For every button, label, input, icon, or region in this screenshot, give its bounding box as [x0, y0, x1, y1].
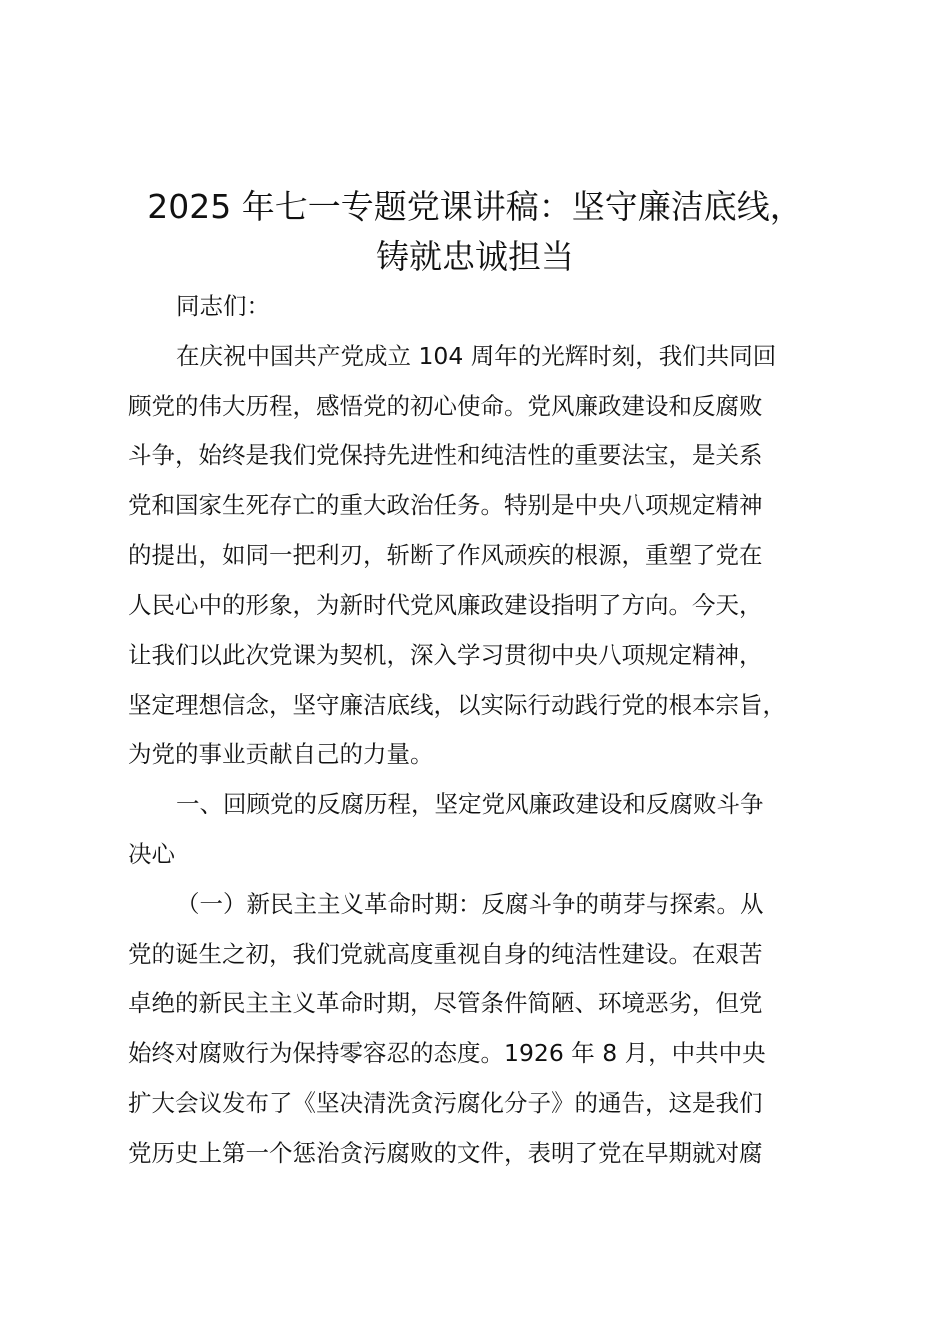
- paragraph-line: 始终对腐败行为保持零容忍的态度。1926 年 8 月，中共中央: [128, 1039, 766, 1067]
- paragraph-line: 为党的事业贡献自己的力量。: [128, 740, 434, 768]
- paragraph-line: 的提出，如同一把利刃，斩断了作风顽疾的根源，重塑了党在: [128, 541, 763, 569]
- paragraph-line: 卓绝的新民主主义革命时期，尽管条件简陋、环境恶劣，但党: [128, 989, 763, 1017]
- paragraph-line: 坚定理想信念，坚守廉洁底线，以实际行动践行党的根本宗旨，: [128, 691, 786, 719]
- paragraph-line: 扩大会议发布了《坚决清洗贪污腐化分子》的通告，这是我们: [128, 1089, 763, 1117]
- title-line-2: 铸就忠诚担当: [376, 237, 574, 276]
- paragraph-line: 在庆祝中国共产党成立 104 周年的光辉时刻，我们共同回: [176, 342, 777, 370]
- paragraph-line: 人民心中的形象，为新时代党风廉政建设指明了方向。今天，: [128, 591, 763, 619]
- paragraph-line: 党和国家生死存亡的重大政治任务。特别是中央八项规定精神: [128, 491, 763, 519]
- paragraph-line: （一）新民主主义革命时期：反腐斗争的萌芽与探索。从: [176, 890, 764, 918]
- section-heading-line: 决心: [128, 840, 175, 868]
- paragraph-line: 党的诞生之初，我们党就高度重视自身的纯洁性建设。在艰苦: [128, 940, 763, 968]
- title-line-1: 2025 年七一专题党课讲稿：坚守廉洁底线，: [147, 187, 803, 226]
- paragraph-line: 党历史上第一个惩治贪污腐败的文件，表明了党在早期就对腐: [128, 1139, 763, 1167]
- paragraph-line: 让我们以此次党课为契机，深入学习贯彻中央八项规定精神，: [128, 641, 763, 669]
- paragraph-line: 顾党的伟大历程，感悟党的初心使命。党风廉政建设和反腐败: [128, 392, 763, 420]
- paragraph-line: 斗争，始终是我们党保持先进性和纯洁性的重要法宝，是关系: [128, 441, 763, 469]
- document-title: [100, 182, 850, 282]
- salutation: 同志们：: [176, 292, 270, 320]
- section-heading-line: 一、回顾党的反腐历程，坚定党风廉政建设和反腐败斗争: [176, 790, 764, 818]
